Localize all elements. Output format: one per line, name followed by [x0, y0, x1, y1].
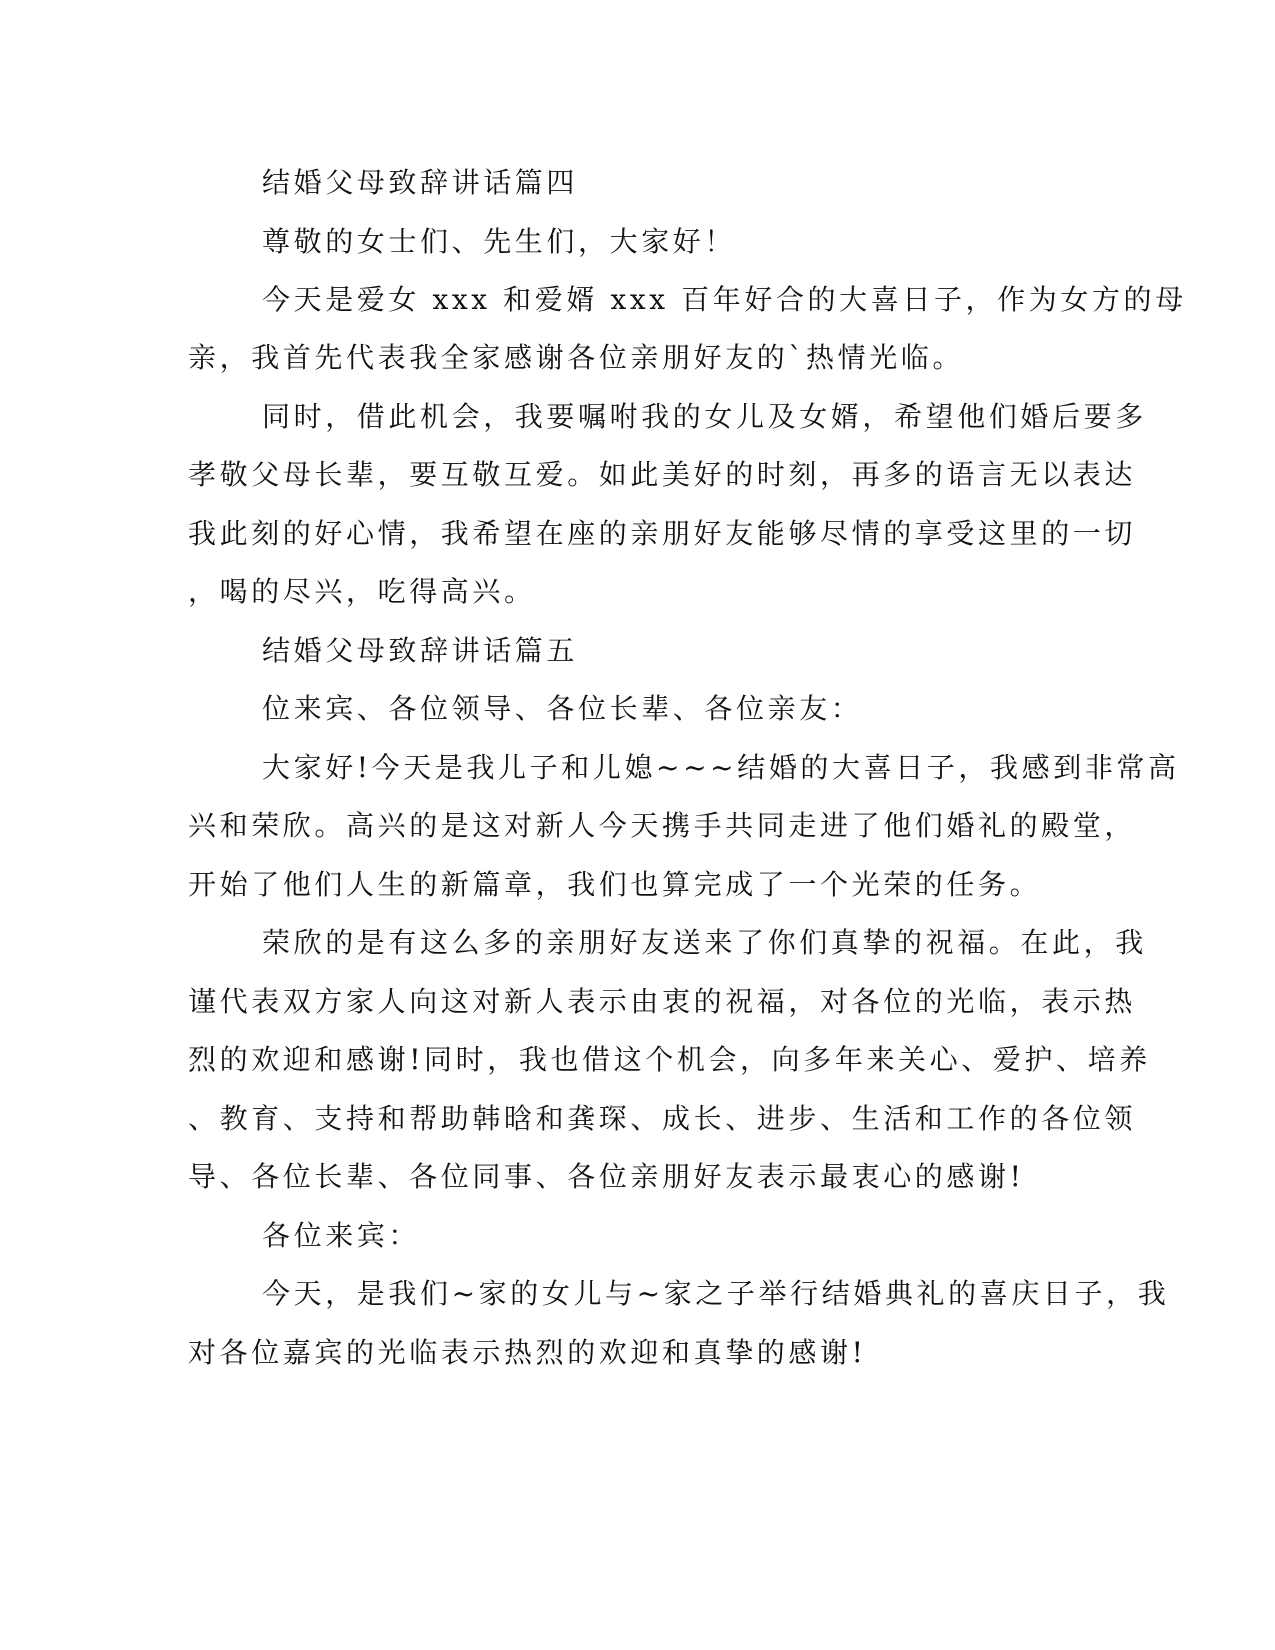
paragraph-line: 、教育、支持和帮助韩晗和龚琛、成长、进步、生活和工作的各位领: [188, 1102, 1137, 1135]
paragraph-line: 今天，是我们~家的女儿与~家之子举行结婚典礼的喜庆日子，我: [262, 1277, 1170, 1310]
section-heading: 结婚父母致辞讲话篇四: [262, 166, 579, 199]
paragraph-line: 同时，借此机会，我要嘱咐我的女儿及女婿，希望他们婚后要多: [262, 400, 1147, 433]
greeting-line: 尊敬的女士们、先生们，大家好！: [262, 225, 737, 258]
paragraph-line: 烈的欢迎和感谢!同时，我也借这个机会，向多年来关心、爱护、培养: [188, 1043, 1151, 1076]
paragraph-line: ，喝的尽兴，吃得高兴。: [188, 575, 536, 608]
paragraph-line: 今天是爱女 xxx 和爱婿 xxx 百年好合的大喜日子，作为女方的母: [262, 283, 1187, 316]
paragraph-line: 孝敬父母长辈，要互敬互爱。如此美好的时刻，再多的语言无以表达: [188, 458, 1137, 491]
paragraph-line: 大家好!今天是我儿子和儿媳~~~结婚的大喜日子，我感到非常高: [262, 751, 1180, 784]
paragraph-line: 开始了他们人生的新篇章，我们也算完成了一个光荣的任务。: [188, 868, 1042, 901]
paragraph-line: 亲，我首先代表我全家感谢各位亲朋好友的`热情光临。: [188, 341, 965, 374]
paragraph-line: 对各位嘉宾的光临表示热烈的欢迎和真挚的感谢!: [188, 1336, 867, 1369]
paragraph-line: 兴和荣欣。高兴的是这对新人今天携手共同走进了他们婚礼的殿堂，: [188, 809, 1137, 842]
section-heading: 结婚父母致辞讲话篇五: [262, 634, 579, 667]
greeting-line: 各位来宾：: [262, 1219, 421, 1252]
paragraph-line: 荣欣的是有这么多的亲朋好友送来了你们真挚的祝福。在此，我: [262, 926, 1147, 959]
paragraph-line: 导、各位长辈、各位同事、各位亲朋好友表示最衷心的感谢!: [188, 1160, 1025, 1193]
greeting-line: 位来宾、各位领导、各位长辈、各位亲友：: [262, 692, 863, 725]
paragraph-line: 谨代表双方家人向这对新人表示由衷的祝福，对各位的光临，表示热: [188, 985, 1137, 1018]
paragraph-line: 我此刻的好心情，我希望在座的亲朋好友能够尽情的享受这里的一切: [188, 517, 1137, 550]
